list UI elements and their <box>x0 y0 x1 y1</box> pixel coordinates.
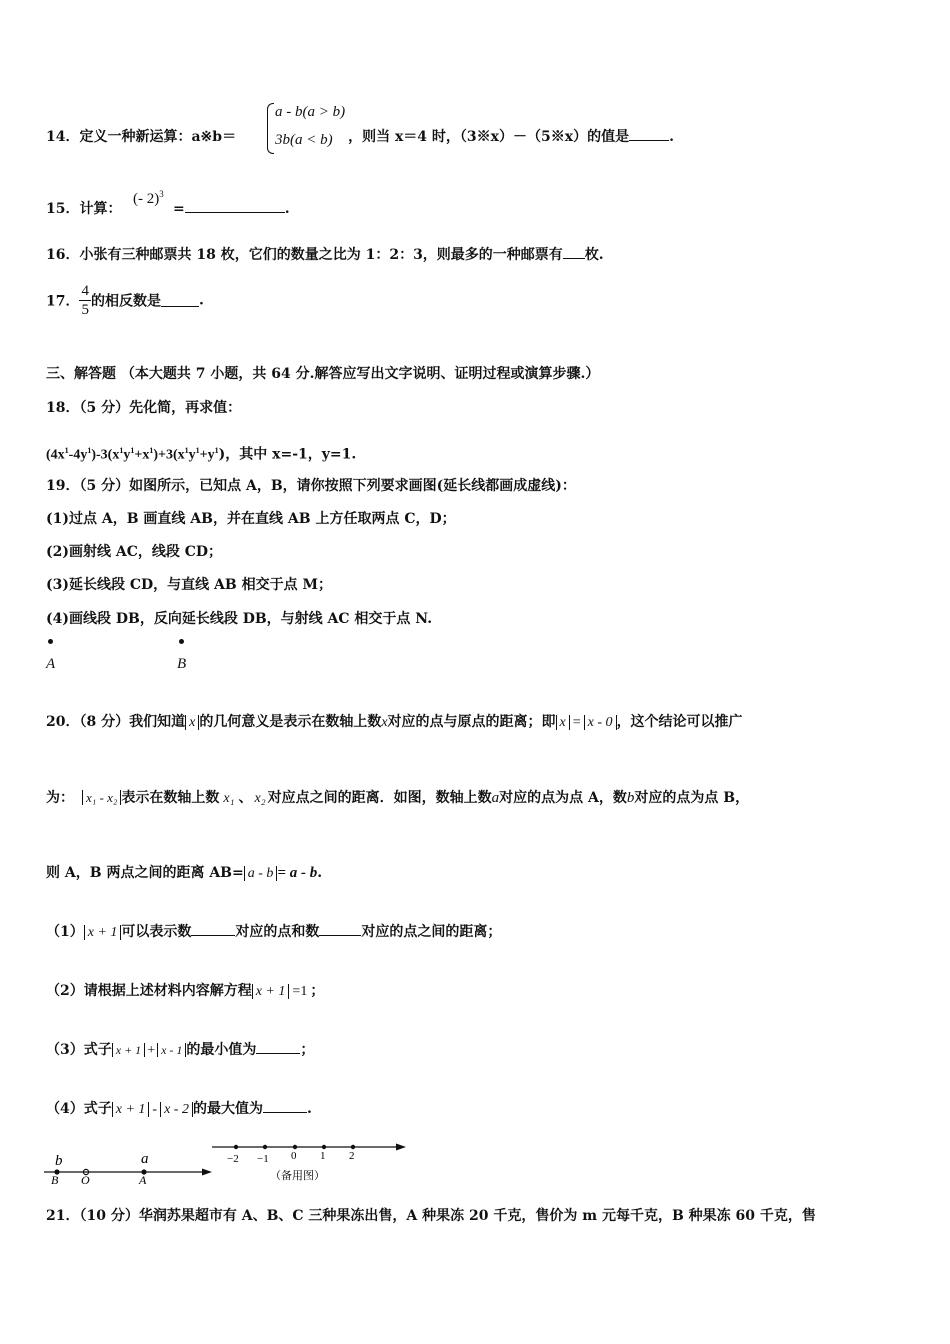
axis-1-pt-b: B <box>51 1173 59 1186</box>
q20-line3: 则 A，B 两点之间的距离 AB= a - b = a - b. <box>46 865 323 881</box>
number-line-2 <box>210 1138 410 1182</box>
q19-item-4: (4)画线段 DB，反向延长线段 DB，与射线 AC 相交于点 N. <box>46 611 433 627</box>
q14-case2: 3b(a < b) <box>275 132 333 148</box>
q20-p3-blank[interactable] <box>256 1041 300 1054</box>
q17-answer-blank[interactable] <box>161 294 199 307</box>
q20-p1-blank-1[interactable] <box>191 923 235 936</box>
q20-p4-blank[interactable] <box>263 1100 307 1113</box>
point-b-dot <box>179 639 184 644</box>
q15-eq: = . <box>173 201 290 217</box>
point-a-dot <box>48 639 53 644</box>
q15-label: 15．计算： <box>46 201 122 217</box>
q20-part-3: （3）式子 x + 1 + x - 1 的最小值为 ； <box>46 1042 315 1058</box>
axis-2-arrow <box>396 1144 406 1151</box>
question-14: 14．定义一种新运算：a※b＝ ，则当 x＝4 时，（3※x）－（5※x）的值是 . <box>46 129 674 145</box>
point-a-label: A <box>46 656 56 672</box>
tick-label: 2 <box>349 1150 355 1162</box>
tick-label: −1 <box>257 1153 269 1165</box>
q20-part-2: （2）请根据上述材料内容解方程 x + 1 =1 ； <box>46 983 325 999</box>
tick-label: 1 <box>320 1150 326 1162</box>
q16-answer-blank[interactable] <box>563 246 585 259</box>
axis-1-pt-a: A <box>139 1173 147 1186</box>
q19-item-3: (3)延长线段 CD，与直线 AB 相交于点 M； <box>46 577 332 593</box>
q18-line1: 18．（5 分）先化简，再求值： <box>46 400 242 416</box>
tick-dot <box>351 1145 355 1149</box>
tick-label: 0 <box>291 1150 297 1162</box>
question-16: 16．小张有三种邮票共 18 枚，它们的数量之比为 1：2：3，则最多的一种邮票有 枚. <box>46 247 604 263</box>
q15-expression: (- 2)$^3$ <box>133 189 164 207</box>
question-17: 17． $\frac{4}{5}$ 的相反数是 . <box>46 283 204 318</box>
tick-label: −2 <box>227 1153 239 1165</box>
backup-figure-caption: （备用图） <box>270 1169 325 1182</box>
q19-item-2: (2)画射线 AC，线段 CD； <box>46 544 223 560</box>
q14-label: 14．定义一种新运算：a※b＝ <box>46 129 237 145</box>
point-b-label: B <box>177 656 187 672</box>
tick-dot <box>263 1145 267 1149</box>
q14-case1: a - b(a > b) <box>275 104 346 120</box>
q20-p1-blank-2[interactable] <box>319 923 361 936</box>
number-line-1 <box>40 1144 220 1186</box>
axis-1-var-b: b <box>55 1153 63 1169</box>
q14-answer-blank[interactable] <box>629 128 669 141</box>
q20-part-4: （4）式子 x + 1 - x - 2 的最大值为 . <box>46 1101 312 1117</box>
q17-fraction: $\frac{4}{5}$ <box>81 283 89 318</box>
tick-dot <box>293 1145 297 1149</box>
q19-line1: 19．（5 分）如图所示，已知点 A，B，请你按照下列要求画图(延长线都画成虚线)： <box>46 478 576 494</box>
q20-line2: 为： x₁ - x₂ 表示在数轴上数 x₁ 、 x₂ 对应点之间的距离．如图，数轴上数a对应的点为点 A，数b对应的点为点 B， <box>46 790 750 806</box>
question-15 <box>46 200 121 218</box>
axis-1-pt-o: O <box>81 1173 90 1186</box>
q20-line1: 20．（8 分）我们知道 x 的几何意义是表示在数轴上数x对应的点与原点的距离；即 x = x - 0 ，这个结论可以推广 <box>46 714 743 730</box>
q15-answer-blank[interactable] <box>185 200 285 213</box>
q19-item-1: (1)过点 A，B 画直线 AB，并在直线 AB 上方任取两点 C，D； <box>46 511 456 527</box>
question-21: 21．（10 分）华润苏果超市有 A、B、C 三种果冻出售，A 种果冻 20 千克，售价为 m 元每千克，B 种果冻 60 千克，售 <box>46 1208 816 1224</box>
tick-dot <box>322 1145 326 1149</box>
section-3-title: 三、解答题 （本大题共 7 小题，共 64 分.解答应写出文字说明、证明过程或演算步骤.） <box>46 366 600 382</box>
q14-text: ，则当 x＝4 时，（3※x）－（5※x）的值是 <box>348 129 630 145</box>
tick-dot <box>234 1145 238 1149</box>
q18-expression: $(4x^1-4y^1)-3(x^1y^1+x^1)+3(x^1y^1+y^1)$，其中 x=-1，y=1. <box>46 446 357 463</box>
q16-text: 16．小张有三种邮票共 18 枚，它们的数量之比为 1：2：3，则最多的一种邮票有 <box>46 247 563 263</box>
axis-1-var-a: a <box>141 1151 149 1167</box>
q20-part-1: （1） x + 1 可以表示数 对应的点和数 对应的点之间的距离； <box>46 924 502 940</box>
